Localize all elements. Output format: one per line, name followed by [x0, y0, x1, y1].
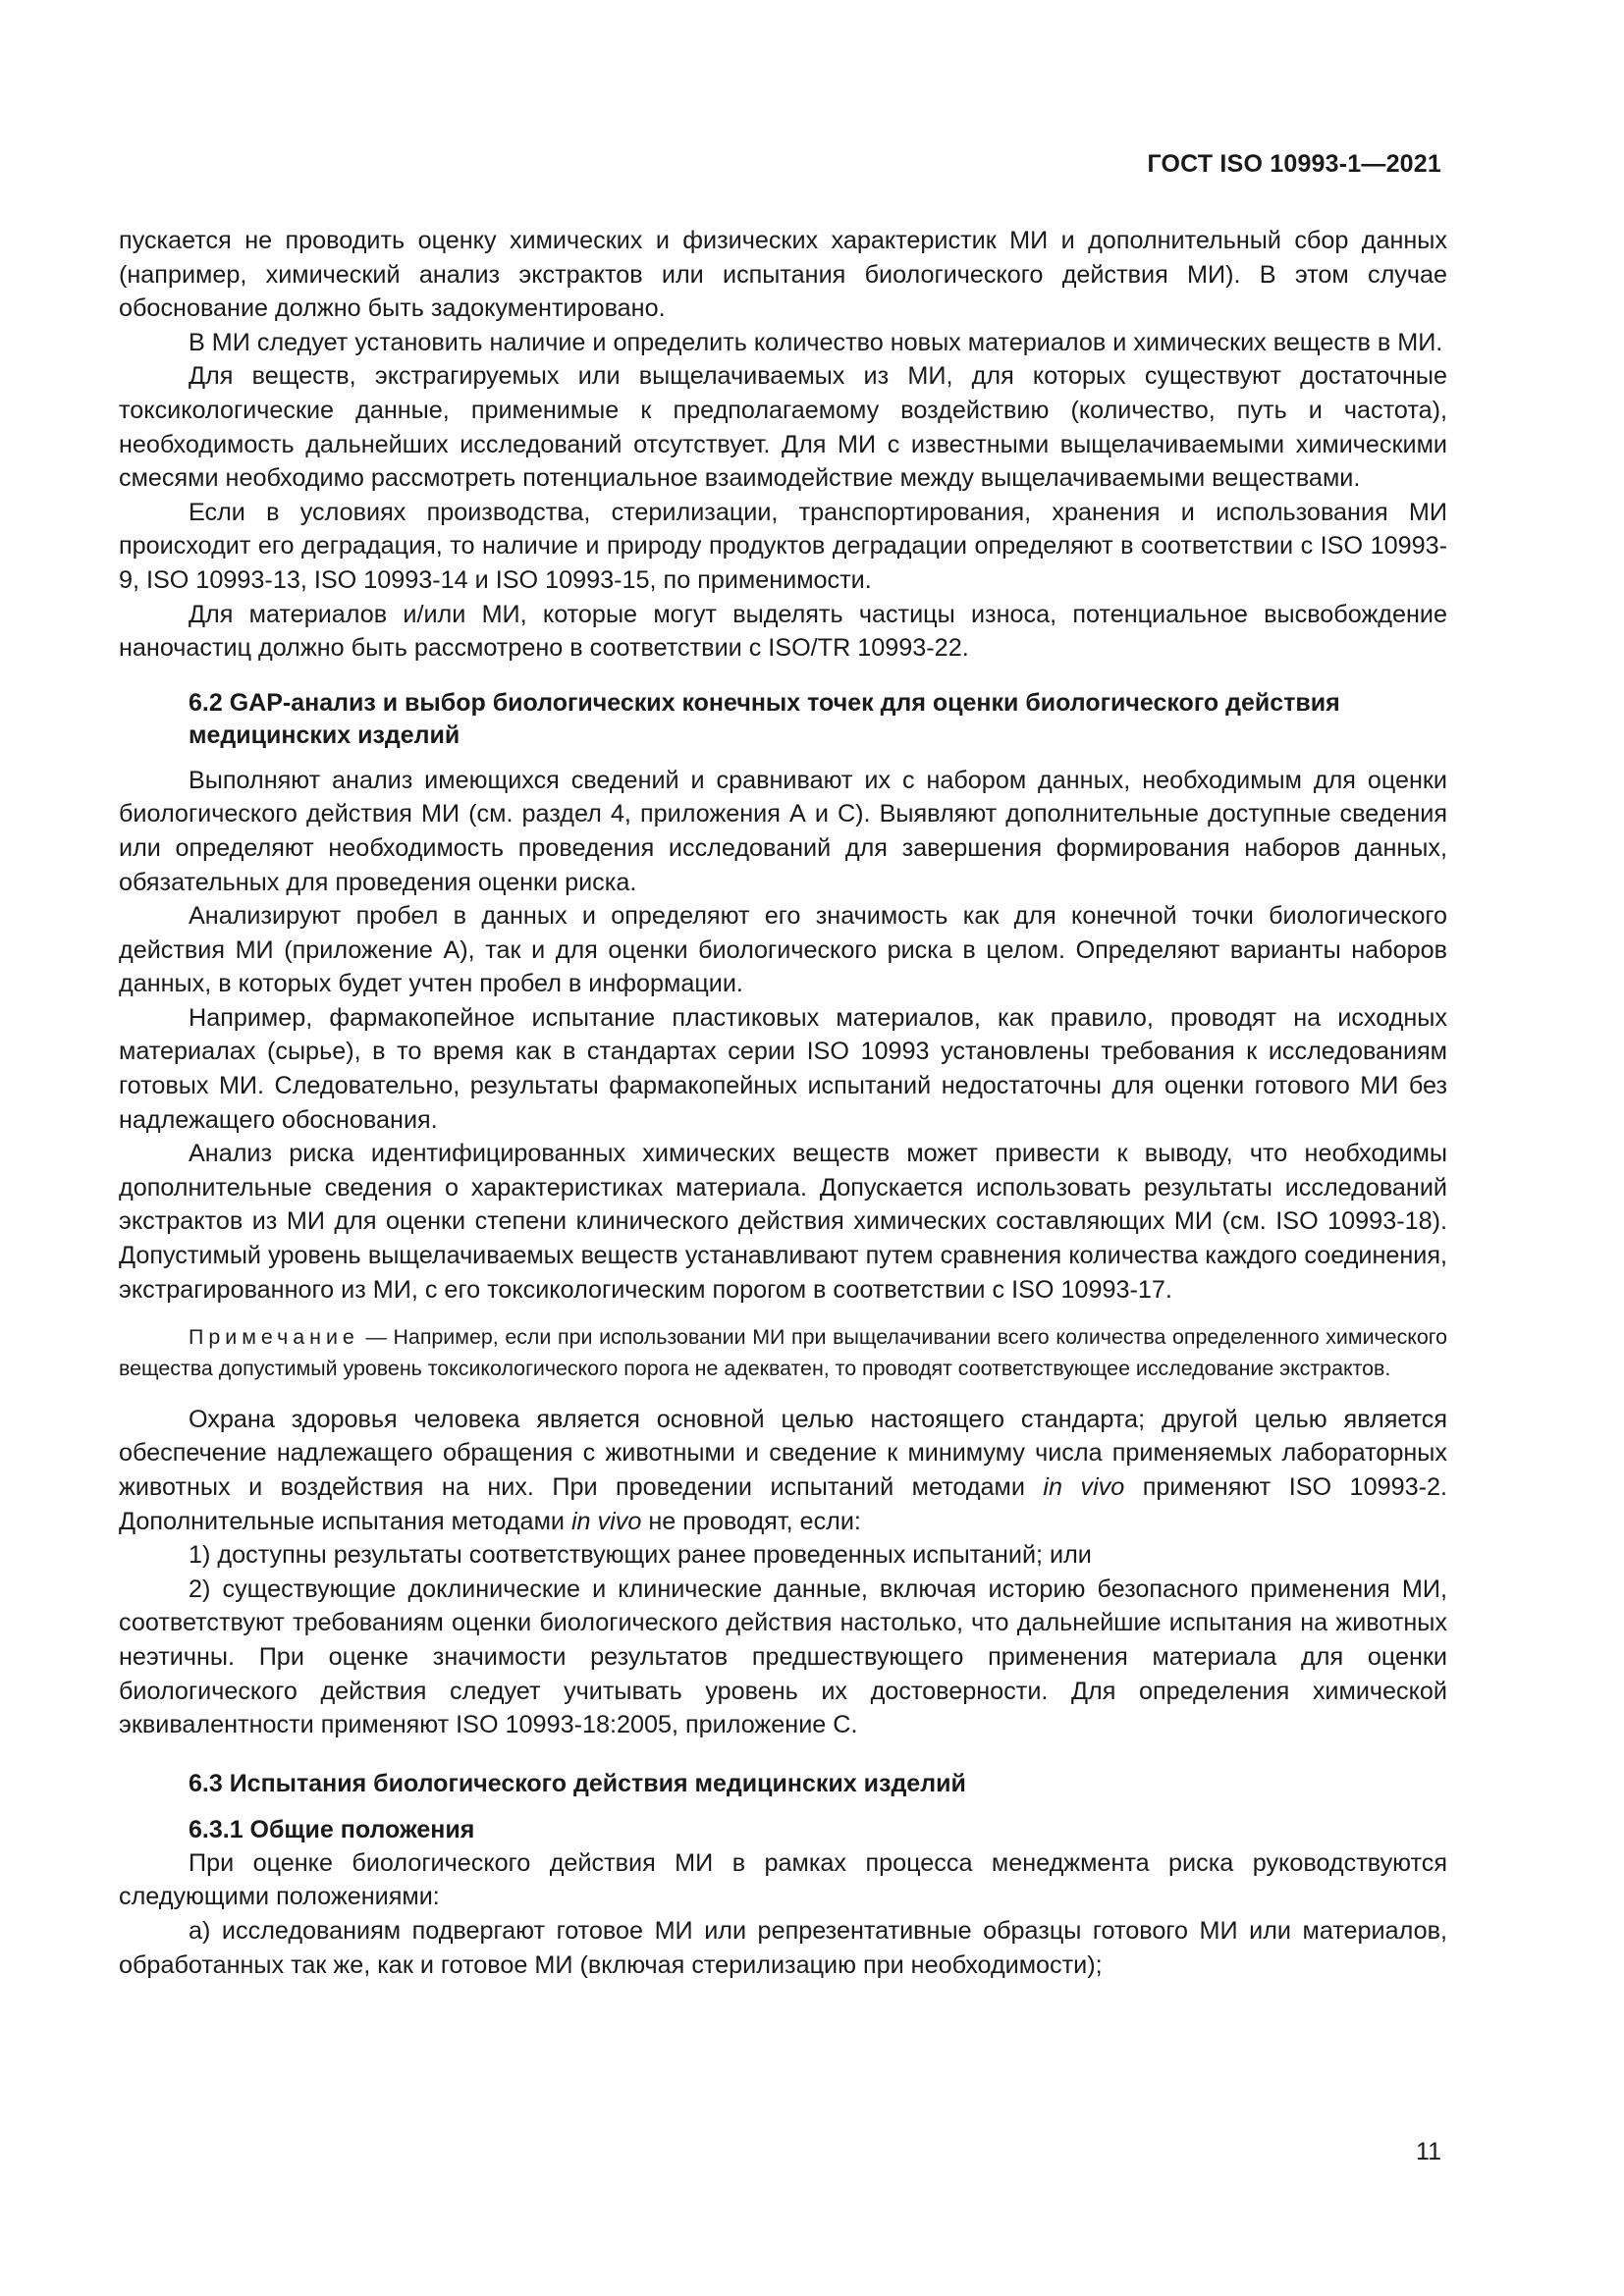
paragraph-text: не проводят, если:	[641, 1507, 861, 1535]
paragraph: Для веществ, экстрагируемых или выщелачиваемых из МИ, для которых существуют достаточные токсикологические данные, применимые к предполагаемому воздействию (количество, путь и частота), необходимость дальнейших исследований отсутствует. Для МИ с известными выщелачиваемыми химическими смесями необходимо рассмотреть потенциальное взаимодействие между выщелачиваемыми веществами.	[119, 362, 1447, 493]
list-item: 2) существующие доклинические и клинические данные, включая историю безопасного применения МИ, соответствуют требованиям оценки биологического действия настолько, что дальнейшие испытания на животных неэтичны. При оценке значимости результатов предшествующего применения материала для оценки биологического действия следует учитывать уровень их достоверности. Для определения химической эквивалентности применяют ISO 10993-18:2005, приложение С.	[119, 1575, 1447, 1739]
paragraph: Для материалов и/или МИ, которые могут выделять частицы износа, потенциальное высвобождение наночастиц должно быть рассмотрено в соответствии с ISO/TR 10993-22.	[119, 600, 1447, 663]
section-heading-6-3: 6.3 Испытания биологического действия медицинских изделий	[189, 1769, 966, 1797]
paragraph-text: применяют ISO 10993-2. Дополнительные испытания методами	[119, 1473, 1447, 1535]
paragraph: Анализируют пробел в данных и определяют его значимость как для конечной точки биологического действия МИ (приложение А), так и для оценки биологического риска в целом. Определяют варианты наборов данных, в которых будет учтен пробел в информации.	[119, 902, 1447, 998]
italic-term: in vivo	[570, 1507, 642, 1535]
paragraph: В МИ следует установить наличие и определить количество новых материалов и химических веществ в МИ.	[189, 328, 1443, 356]
paragraph: пускается не проводить оценку химических и физических характеристик МИ и дополнительный сбор данных (например, химический анализ экстрактов или испытания биологического действия МИ). В этом случае обоснование должно быть задокументировано.	[119, 227, 1447, 323]
note-text: — Например, если при использовании МИ при выщелачивании всего количества определенного химического вещества допустимый уровень токсикологического порога не адекватен, то проводят соответствующее исследование экстрактов.	[119, 1325, 1447, 1381]
section-heading-6-2: 6.2 GAP-анализ и выбор биологических конечных точек для оценки биологического действия медицинских изделий	[189, 688, 1340, 749]
paragraph: Например, фармакопейное испытание пластиковых материалов, как правило, проводят на исходных материалах (сырье), в то время как в стандартах серии ISO 10993 установлены требования к исследованиям готовых МИ. Следовательно, результаты фармакопейных испытаний недостаточны для оценки готового МИ без надлежащего обоснования.	[119, 1003, 1447, 1134]
paragraph: Если в условиях производства, стерилизации, транспортирования, хранения и использования МИ происходит его деградация, то наличие и природу продуктов деградации определяют в соответствии с ISO 10993-9, ISO 10993-13, ISO 10993-14 и ISO 10993-15, по применимости.	[119, 498, 1447, 594]
paragraph-text: Охрана здоровья человека является основной целью настоящего стандарта; другой целью является обеспечение надлежащего обращения с животными и сведение к минимуму числа применяемых лабораторных животных и воздействия на них. При проведении испытаний методами	[119, 1405, 1447, 1501]
paragraph: Выполняют анализ имеющихся сведений и сравнивают их с набором данных, необходимым для оценки биологического действия МИ (см. раздел 4, приложения А и С). Выявляют дополнительные доступные сведения или определяют необходимость проведения исследований для завершения формирования наборов данных, обязательных для проведения оценки риска.	[119, 766, 1447, 896]
list-item: а) исследованиям подвергают готовое МИ или репрезентативные образцы готового МИ или материалов, обработанных так же, как и готовое МИ (включая стерилизацию при необходимости);	[119, 1916, 1447, 1979]
list-item: 1) доступны результаты соответствующих ранее проведенных испытаний; или	[189, 1541, 1092, 1570]
document-header: ГОСТ ISO 10993-1—2021	[1147, 150, 1441, 178]
paragraph: Анализ риска идентифицированных химических веществ может привести к выводу, что необходимы дополнительные сведения о характеристиках материала. Допускается использовать результаты исследований экстрактов из МИ для оценки степени клинического действия химических составляющих МИ (см. ISO 10993-18). Допустимый уровень выщелачиваемых веществ устанавливают путем сравнения количества каждого соединения, экстрагированного из МИ, с его токсикологическим порогом в соответствии с ISO 10993-17.	[119, 1140, 1447, 1304]
paragraph: При оценке биологического действия МИ в рамках процесса менеджмента риска руководствуются следующими положениями:	[119, 1848, 1447, 1911]
page-number: 11	[1416, 2138, 1441, 2165]
paragraph	[119, 1403, 1447, 1538]
note-label: Примечание	[189, 1325, 359, 1350]
document-body	[119, 224, 1447, 1982]
note	[119, 1322, 1447, 1385]
subsection-heading-6-3-1: 6.3.1 Общие положения	[189, 1815, 475, 1843]
italic-term: in vivo	[1043, 1473, 1125, 1501]
